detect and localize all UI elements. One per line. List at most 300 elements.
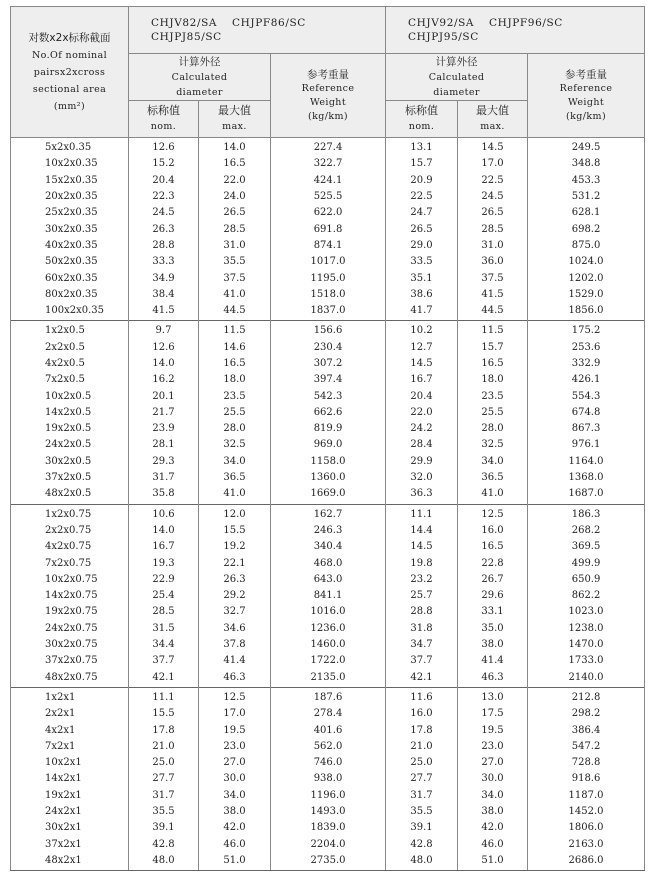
left-max-cell: 25.5 xyxy=(199,405,271,421)
right-max-cell: 41.0 xyxy=(458,486,528,504)
right-nom-cell: 42.1 xyxy=(386,670,458,688)
table-row xyxy=(11,604,645,620)
table-row xyxy=(11,221,645,237)
table-row xyxy=(11,189,645,205)
table-row xyxy=(11,421,645,437)
left-max-cell: 14.6 xyxy=(199,340,271,356)
size-cell: 20x2x0.35 xyxy=(11,189,129,205)
size-cell: 80x2x0.35 xyxy=(11,287,129,303)
size-cell: 7x2x0.75 xyxy=(11,555,129,571)
right-max-cell: 14.5 xyxy=(458,138,528,157)
right-weight-cell: 650.9 xyxy=(528,572,645,588)
right-calc-en2: diameter xyxy=(433,86,480,98)
right-max-cell: 16.5 xyxy=(458,356,528,372)
size-cell: 15x2x0.35 xyxy=(11,173,129,189)
right-weight-cell: 1238.0 xyxy=(528,621,645,637)
right-max-cell: 12.5 xyxy=(458,504,528,523)
row-header-en-line1: No.Of nominal xyxy=(31,49,108,61)
table-row xyxy=(11,836,645,852)
left-weight-cell: 340.4 xyxy=(271,539,386,555)
right-max-cell: 46.0 xyxy=(458,836,528,852)
left-weight-cell: 187.6 xyxy=(271,687,386,706)
left-max-cell: 34.6 xyxy=(199,621,271,637)
left-max-cell: 27.0 xyxy=(199,755,271,771)
right-nom-cell: 22.5 xyxy=(386,189,458,205)
left-max-cell: 34.0 xyxy=(199,454,271,470)
right-nom-cell: 32.0 xyxy=(386,470,458,486)
right-nom-cell: 29.0 xyxy=(386,238,458,254)
left-max-cell: 24.0 xyxy=(199,189,271,205)
left-max-cell: 38.0 xyxy=(199,804,271,820)
left-nom-cell: 20.4 xyxy=(129,173,199,189)
right-weight-cell: 628.1 xyxy=(528,205,645,221)
left-max-cell: 17.0 xyxy=(199,706,271,722)
left-max-cell: 31.0 xyxy=(199,238,271,254)
right-nom-cell: 28.4 xyxy=(386,437,458,453)
left-nom-cell: 11.1 xyxy=(129,687,199,706)
right-weight-cell: 867.3 xyxy=(528,421,645,437)
table-row xyxy=(11,687,645,706)
left-weight-cell: 1669.0 xyxy=(271,486,386,504)
right-nom-cell: 24.7 xyxy=(386,205,458,221)
table-row xyxy=(11,356,645,372)
size-cell: 10x2x0.5 xyxy=(11,388,129,404)
right-max-cell: 51.0 xyxy=(458,853,528,871)
right-nom-cell: 37.7 xyxy=(386,653,458,669)
left-weight-cell: 622.0 xyxy=(271,205,386,221)
right-max-cell: 22.8 xyxy=(458,555,528,571)
right-max-cell: 32.5 xyxy=(458,437,528,453)
left-weight-cell: 424.1 xyxy=(271,173,386,189)
right-weight-cell: 2140.0 xyxy=(528,670,645,688)
table-row xyxy=(11,653,645,669)
table-row xyxy=(11,173,645,189)
table-row xyxy=(11,572,645,588)
left-weight-cell: 230.4 xyxy=(271,340,386,356)
left-weight-cell: 819.9 xyxy=(271,421,386,437)
left-model-3: CHJPJ85/SC xyxy=(151,31,222,43)
right-max-cell: 30.0 xyxy=(458,771,528,787)
right-max-cell: 36.5 xyxy=(458,470,528,486)
right-max-cell: 38.0 xyxy=(458,804,528,820)
right-nom-cell: 23.2 xyxy=(386,572,458,588)
table-row xyxy=(11,621,645,637)
right-weight-cell: 1202.0 xyxy=(528,270,645,286)
left-max-cell: 19.5 xyxy=(199,722,271,738)
left-nom-cell: 28.5 xyxy=(129,604,199,620)
right-nom-cell: 29.9 xyxy=(386,454,458,470)
left-max-cell: 26.3 xyxy=(199,572,271,588)
right-weight-cell: 253.6 xyxy=(528,340,645,356)
left-weight-zh: 参考重量 xyxy=(307,68,350,81)
size-cell: 2x2x1 xyxy=(11,706,129,722)
left-max-cell: 44.5 xyxy=(199,303,271,321)
size-cell: 25x2x0.35 xyxy=(11,205,129,221)
left-nom-cell: 22.3 xyxy=(129,189,199,205)
size-cell: 14x2x0.5 xyxy=(11,405,129,421)
left-max-cell: 22.0 xyxy=(199,173,271,189)
left-max-cell: 19.2 xyxy=(199,539,271,555)
left-nom-cell: 21.0 xyxy=(129,739,199,755)
row-header-en-line3: sectional area xyxy=(32,83,107,95)
right-calc-en1: Calculated xyxy=(428,71,485,83)
left-weight-unit: (kg/km) xyxy=(308,110,349,122)
right-weight-cell: 453.3 xyxy=(528,173,645,189)
right-nom-cell: 20.4 xyxy=(386,388,458,404)
table-row xyxy=(11,321,645,340)
left-nom-cell: 34.9 xyxy=(129,270,199,286)
left-nom-cell: 27.7 xyxy=(129,771,199,787)
left-weight-cell: 227.4 xyxy=(271,138,386,157)
left-weight-cell: 525.5 xyxy=(271,189,386,205)
left-weight-header xyxy=(271,54,386,138)
left-weight-cell: 662.6 xyxy=(271,405,386,421)
left-nom-cell: 42.1 xyxy=(129,670,199,688)
size-cell: 1x2x0.75 xyxy=(11,504,129,523)
right-weight-cell: 268.2 xyxy=(528,523,645,539)
table-row xyxy=(11,205,645,221)
table-row xyxy=(11,254,645,270)
left-max-cell: 18.0 xyxy=(199,372,271,388)
left-nom-cell: 23.9 xyxy=(129,421,199,437)
left-max-cell: 37.5 xyxy=(199,270,271,286)
right-nom-cell: 25.7 xyxy=(386,588,458,604)
right-weight-cell: 369.5 xyxy=(528,539,645,555)
table-row xyxy=(11,388,645,404)
left-max-cell: 46.3 xyxy=(199,670,271,688)
size-cell: 60x2x0.35 xyxy=(11,270,129,286)
right-nom-cell: 15.7 xyxy=(386,156,458,172)
right-weight-cell: 976.1 xyxy=(528,437,645,453)
right-weight-cell: 1023.0 xyxy=(528,604,645,620)
left-weight-cell: 307.2 xyxy=(271,356,386,372)
row-header-cell xyxy=(11,7,129,138)
right-nom-cell: 34.7 xyxy=(386,637,458,653)
left-nom-cell: 26.3 xyxy=(129,221,199,237)
right-weight-cell: 547.2 xyxy=(528,739,645,755)
size-cell: 14x2x1 xyxy=(11,771,129,787)
right-nom-cell: 35.5 xyxy=(386,804,458,820)
left-nom-cell: 25.4 xyxy=(129,588,199,604)
size-cell: 24x2x0.75 xyxy=(11,621,129,637)
right-max-cell: 13.0 xyxy=(458,687,528,706)
left-max-cell: 37.8 xyxy=(199,637,271,653)
right-max-cell: 38.0 xyxy=(458,637,528,653)
right-max-cell: 15.7 xyxy=(458,340,528,356)
left-nom-cell: 16.2 xyxy=(129,372,199,388)
right-calc-zh: 计算外径 xyxy=(435,55,478,68)
size-cell: 2x2x0.5 xyxy=(11,340,129,356)
table-row xyxy=(11,539,645,555)
right-nom-cell: 25.0 xyxy=(386,755,458,771)
table-row xyxy=(11,138,645,157)
right-weight-cell: 1368.0 xyxy=(528,470,645,486)
left-weight-cell: 1839.0 xyxy=(271,820,386,836)
table-row xyxy=(11,588,645,604)
left-weight-cell: 1518.0 xyxy=(271,287,386,303)
right-max-cell: 42.0 xyxy=(458,820,528,836)
left-max-en: max. xyxy=(222,121,247,132)
size-cell: 10x2x0.35 xyxy=(11,156,129,172)
left-max-cell: 41.4 xyxy=(199,653,271,669)
right-weight-cell: 1164.0 xyxy=(528,454,645,470)
size-cell: 4x2x0.5 xyxy=(11,356,129,372)
left-weight-cell: 1837.0 xyxy=(271,303,386,321)
table-row xyxy=(11,238,645,254)
left-max-cell: 23.5 xyxy=(199,388,271,404)
left-max-cell: 23.0 xyxy=(199,739,271,755)
left-nom-cell: 34.4 xyxy=(129,637,199,653)
left-weight-cell: 1195.0 xyxy=(271,270,386,286)
left-max-cell: 16.5 xyxy=(199,356,271,372)
left-calc-en2: diameter xyxy=(176,86,223,98)
table-group-0.75 xyxy=(11,504,645,687)
right-nom-cell: 17.8 xyxy=(386,722,458,738)
left-nom-header xyxy=(129,101,199,138)
right-nom-cell: 28.8 xyxy=(386,604,458,620)
right-nom-cell: 27.7 xyxy=(386,771,458,787)
right-max-cell: 23.0 xyxy=(458,739,528,755)
left-weight-cell: 322.7 xyxy=(271,156,386,172)
size-cell: 14x2x0.75 xyxy=(11,588,129,604)
left-nom-cell: 38.4 xyxy=(129,287,199,303)
left-weight-cell: 1722.0 xyxy=(271,653,386,669)
table-row xyxy=(11,486,645,504)
left-max-cell: 22.1 xyxy=(199,555,271,571)
table-row xyxy=(11,706,645,722)
size-cell: 10x2x1 xyxy=(11,755,129,771)
table-row xyxy=(11,637,645,653)
right-nom-cell: 22.0 xyxy=(386,405,458,421)
left-model-2: CHJPF86/SC xyxy=(232,17,306,29)
table-row xyxy=(11,437,645,453)
left-weight-cell: 562.0 xyxy=(271,739,386,755)
left-nom-cell: 14.0 xyxy=(129,523,199,539)
left-nom-cell: 31.7 xyxy=(129,470,199,486)
left-max-cell: 26.5 xyxy=(199,205,271,221)
size-cell: 24x2x0.5 xyxy=(11,437,129,453)
right-weight-cell: 1733.0 xyxy=(528,653,645,669)
table-row xyxy=(11,270,645,286)
size-cell: 48x2x0.5 xyxy=(11,486,129,504)
right-weight-cell: 1806.0 xyxy=(528,820,645,836)
left-nom-cell: 19.3 xyxy=(129,555,199,571)
right-nom-cell: 19.8 xyxy=(386,555,458,571)
size-cell: 19x2x0.5 xyxy=(11,421,129,437)
right-max-cell: 41.5 xyxy=(458,287,528,303)
right-weight-cell: 531.2 xyxy=(528,189,645,205)
right-weight-en2: Weight xyxy=(568,96,605,108)
left-max-cell: 16.5 xyxy=(199,156,271,172)
right-weight-cell: 186.3 xyxy=(528,504,645,523)
right-max-cell: 11.5 xyxy=(458,321,528,340)
right-max-cell: 24.5 xyxy=(458,189,528,205)
left-max-cell: 36.5 xyxy=(199,470,271,486)
left-nom-cell: 33.3 xyxy=(129,254,199,270)
left-nom-cell: 28.8 xyxy=(129,238,199,254)
size-cell: 37x2x0.75 xyxy=(11,653,129,669)
right-max-cell: 33.1 xyxy=(458,604,528,620)
size-cell: 48x2x1 xyxy=(11,853,129,871)
table-row xyxy=(11,470,645,486)
right-weight-cell: 1187.0 xyxy=(528,788,645,804)
right-max-cell: 37.5 xyxy=(458,270,528,286)
right-weight-cell: 175.2 xyxy=(528,321,645,340)
left-weight-cell: 1158.0 xyxy=(271,454,386,470)
left-nom-cell: 35.5 xyxy=(129,804,199,820)
left-weight-cell: 2135.0 xyxy=(271,670,386,688)
table-row xyxy=(11,372,645,388)
size-cell: 19x2x1 xyxy=(11,788,129,804)
left-calc-diameter-header xyxy=(129,54,271,101)
right-max-cell: 19.5 xyxy=(458,722,528,738)
right-nom-cell: 10.2 xyxy=(386,321,458,340)
left-nom-cell: 39.1 xyxy=(129,820,199,836)
right-weight-cell: 862.2 xyxy=(528,588,645,604)
right-weight-zh: 参考重量 xyxy=(565,68,608,81)
size-cell: 100x2x0.35 xyxy=(11,303,129,321)
right-max-cell: 34.0 xyxy=(458,454,528,470)
row-header-zh: 对数x2x标称截面 xyxy=(28,31,111,44)
right-nom-cell: 39.1 xyxy=(386,820,458,836)
right-weight-cell: 875.0 xyxy=(528,238,645,254)
row-header-en-line2: pairsx2xcross xyxy=(33,66,106,78)
left-weight-en2: Weight xyxy=(309,96,347,108)
left-max-cell: 12.0 xyxy=(199,504,271,523)
left-max-cell: 32.7 xyxy=(199,604,271,620)
left-max-cell: 51.0 xyxy=(199,853,271,871)
right-max-cell: 44.5 xyxy=(458,303,528,321)
left-weight-cell: 542.3 xyxy=(271,388,386,404)
size-cell: 4x2x1 xyxy=(11,722,129,738)
right-weight-cell: 1470.0 xyxy=(528,637,645,653)
left-weight-cell: 401.6 xyxy=(271,722,386,738)
left-nom-cell: 15.5 xyxy=(129,706,199,722)
left-nom-cell: 22.9 xyxy=(129,572,199,588)
cable-spec-table xyxy=(10,6,645,871)
right-max-cell: 36.0 xyxy=(458,254,528,270)
right-nom-cell: 26.5 xyxy=(386,221,458,237)
left-nom-en: nom. xyxy=(150,121,177,132)
left-max-cell: 28.0 xyxy=(199,421,271,437)
right-weight-cell: 1529.0 xyxy=(528,287,645,303)
right-calc-diameter-header xyxy=(386,54,528,101)
size-cell: 4x2x0.75 xyxy=(11,539,129,555)
left-weight-cell: 1493.0 xyxy=(271,804,386,820)
left-nom-cell: 31.7 xyxy=(129,788,199,804)
left-nom-cell: 9.7 xyxy=(129,321,199,340)
left-nom-cell: 35.8 xyxy=(129,486,199,504)
left-calc-zh: 计算外径 xyxy=(178,55,221,68)
right-max-cell: 41.4 xyxy=(458,653,528,669)
table-row xyxy=(11,303,645,321)
right-weight-cell: 426.1 xyxy=(528,372,645,388)
table-group-0.35 xyxy=(11,138,645,321)
right-nom-cell: 13.1 xyxy=(386,138,458,157)
left-nom-cell: 24.5 xyxy=(129,205,199,221)
table-row xyxy=(11,287,645,303)
left-max-cell: 28.5 xyxy=(199,221,271,237)
table-row xyxy=(11,504,645,523)
left-nom-cell: 37.7 xyxy=(129,653,199,669)
table-row xyxy=(11,788,645,804)
right-nom-cell: 16.7 xyxy=(386,372,458,388)
right-nom-cell: 41.7 xyxy=(386,303,458,321)
size-cell: 37x2x0.5 xyxy=(11,470,129,486)
right-weight-en1: Reference xyxy=(559,82,613,94)
table-row xyxy=(11,739,645,755)
right-weight-header xyxy=(528,54,645,138)
table-row xyxy=(11,454,645,470)
right-weight-cell: 698.2 xyxy=(528,221,645,237)
table-row xyxy=(11,804,645,820)
table-header xyxy=(11,7,645,138)
right-nom-cell: 33.5 xyxy=(386,254,458,270)
table-row xyxy=(11,340,645,356)
right-nom-cell: 14.4 xyxy=(386,523,458,539)
left-weight-cell: 156.6 xyxy=(271,321,386,340)
left-weight-cell: 246.3 xyxy=(271,523,386,539)
left-weight-cell: 1196.0 xyxy=(271,788,386,804)
left-max-zh: 最大值 xyxy=(218,104,251,117)
right-max-cell: 35.0 xyxy=(458,621,528,637)
left-nom-cell: 31.5 xyxy=(129,621,199,637)
left-max-header xyxy=(199,101,271,138)
size-cell: 1x2x0.5 xyxy=(11,321,129,340)
right-weight-cell: 554.3 xyxy=(528,388,645,404)
left-nom-cell: 29.3 xyxy=(129,454,199,470)
left-max-cell: 15.5 xyxy=(199,523,271,539)
left-max-cell: 41.0 xyxy=(199,486,271,504)
left-nom-cell: 21.7 xyxy=(129,405,199,421)
right-nom-header xyxy=(386,101,458,138)
left-weight-cell: 1360.0 xyxy=(271,470,386,486)
table-row xyxy=(11,853,645,871)
left-weight-cell: 162.7 xyxy=(271,504,386,523)
right-nom-cell: 31.7 xyxy=(386,788,458,804)
size-cell: 37x2x1 xyxy=(11,836,129,852)
right-max-cell: 25.5 xyxy=(458,405,528,421)
left-weight-en1: Reference xyxy=(301,82,355,94)
left-weight-cell: 397.4 xyxy=(271,372,386,388)
size-cell: 30x2x0.35 xyxy=(11,221,129,237)
right-weight-cell: 212.8 xyxy=(528,687,645,706)
right-model-3: CHJPJ95/SC xyxy=(408,31,479,43)
left-nom-cell: 12.6 xyxy=(129,340,199,356)
left-weight-cell: 841.1 xyxy=(271,588,386,604)
right-nom-cell: 11.1 xyxy=(386,504,458,523)
right-weight-cell: 298.2 xyxy=(528,706,645,722)
right-nom-cell: 35.1 xyxy=(386,270,458,286)
left-weight-cell: 468.0 xyxy=(271,555,386,571)
right-nom-cell: 11.6 xyxy=(386,687,458,706)
table-row xyxy=(11,722,645,738)
right-model-header xyxy=(386,7,645,54)
left-max-cell: 42.0 xyxy=(199,820,271,836)
table-row xyxy=(11,755,645,771)
right-nom-cell: 12.7 xyxy=(386,340,458,356)
right-weight-cell: 1856.0 xyxy=(528,303,645,321)
left-model-header xyxy=(129,7,386,54)
table-row xyxy=(11,523,645,539)
size-cell: 7x2x1 xyxy=(11,739,129,755)
left-nom-cell: 25.0 xyxy=(129,755,199,771)
right-max-cell: 31.0 xyxy=(458,238,528,254)
table-row xyxy=(11,405,645,421)
right-nom-cell: 16.0 xyxy=(386,706,458,722)
left-nom-cell: 10.6 xyxy=(129,504,199,523)
size-cell: 50x2x0.35 xyxy=(11,254,129,270)
